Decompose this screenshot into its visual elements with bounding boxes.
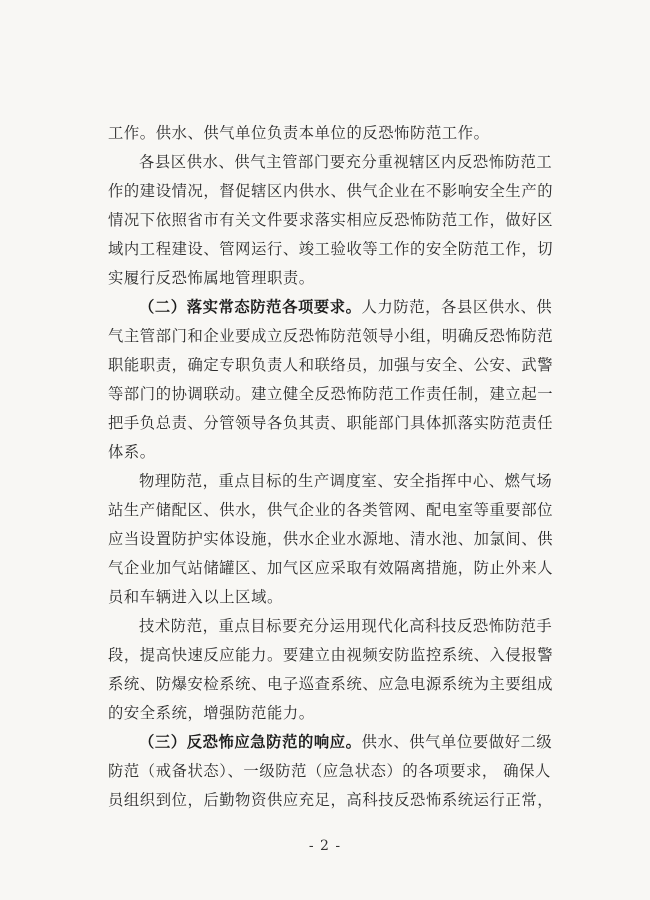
text-line: 气企业加气站储罐区、加气区应采取有效隔离措施，防止外来人: [108, 559, 554, 577]
text-line: 等部门的协调联动。建立健全反恐怖防范工作责任制，建立起一: [108, 385, 554, 403]
text-line: 员和车辆进入以上区域。: [108, 588, 283, 606]
text-line: 作的建设情况，督促辖区内供水、供气企业在不影响安全生产的: [108, 182, 554, 200]
text-line: 情况下依照省市有关文件要求落实相应反恐怖防范工作，做好区: [108, 211, 554, 229]
page-number: - 2 -: [308, 838, 342, 854]
document-body: [108, 119, 588, 815]
text-line: 系统、防爆安检系统、电子巡查系统、应急电源系统为主要组成: [108, 675, 554, 693]
section-heading: （二）落实常态防范各项要求。: [139, 298, 362, 316]
text-line: 体系。: [108, 443, 156, 461]
text-line: 应当设置防护实体设施，供水企业水源地、清水池、加氯间、供: [108, 530, 554, 548]
text-run: 供水、供气单位要做好二级: [361, 733, 553, 751]
text-line: 各县区供水、供气主管部门要充分重视辖区内反恐怖防范工: [139, 153, 553, 171]
section-heading-line: [108, 293, 588, 322]
section-heading-line: [108, 728, 588, 757]
section-heading: （三）反恐怖应急防范的响应。: [139, 733, 362, 751]
text-line: 实履行反恐怖属地管理职责。: [108, 269, 315, 287]
text-line: 技术防范，重点目标要充分运用现代化高科技反恐怖防范手: [139, 617, 553, 635]
text-line: 物理防范，重点目标的生产调度室、安全指挥中心、燃气场: [139, 472, 553, 490]
text-run: 人力防范，各县区供水、供: [361, 298, 553, 316]
text-line: 域内工程建设、管网运行、竣工验收等工作的安全防范工作，切: [108, 240, 554, 258]
text-line: 气主管部门和企业要成立反恐怖防范领导小组，明确反恐怖防范: [108, 327, 554, 345]
text-line: 工作。供水、供气单位负责本单位的反恐怖防范工作。: [108, 124, 490, 142]
text-line: 把手负总责、分管领导各负其责、职能部门具体抓落实防范责任: [108, 414, 554, 432]
text-line: 防范（戒备状态）、一级防范（应急状态）的各项要求， 确保人: [108, 762, 551, 780]
text-line: 段，提高快速反应能力。要建立由视频安防监控系统、入侵报警: [108, 646, 554, 664]
text-line: 职能职责，确定专职负责人和联络员，加强与安全、公安、武警: [108, 356, 554, 374]
text-line: 站生产储配区、供水，供气企业的各类管网、配电室等重要部位: [108, 501, 554, 519]
text-line: 的安全系统，增强防范能力。: [108, 704, 315, 722]
text-line: 员组织到位，后勤物资供应充足，高科技反恐怖系统运行正常，: [108, 791, 554, 809]
